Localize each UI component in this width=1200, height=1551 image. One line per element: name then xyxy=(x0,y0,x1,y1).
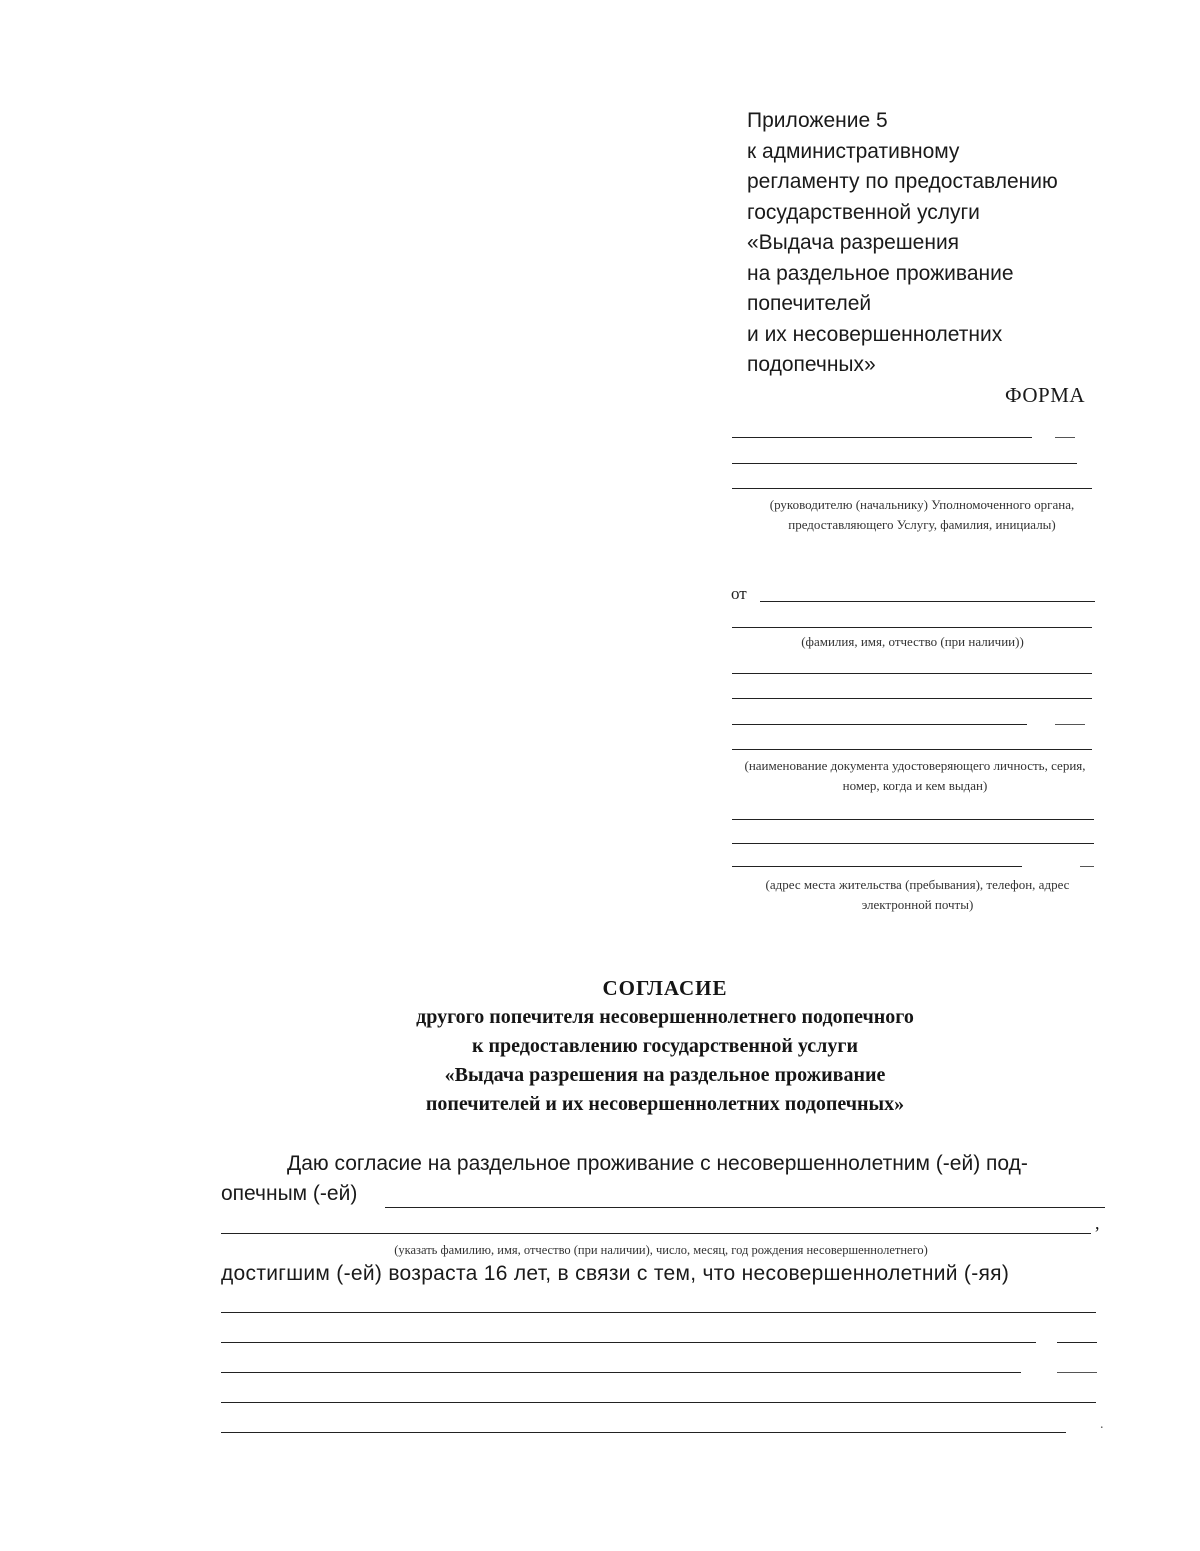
appendix-line: попечителей xyxy=(747,292,872,315)
appendix-line: регламенту по предоставлению xyxy=(747,170,1058,193)
comma-mark: , xyxy=(1095,1213,1100,1233)
addressee-blank-line[interactable] xyxy=(732,463,1077,464)
appendix-line: Приложение 5 xyxy=(747,109,888,132)
title-line: к предоставлению государственной услуги xyxy=(471,1035,859,1057)
reason-blank-line[interactable] xyxy=(221,1372,1021,1373)
name-caption: (фамилия, имя, отчество (при наличии)) xyxy=(801,634,1024,649)
scan-speck: . xyxy=(1100,1417,1104,1432)
address-blank-line[interactable] xyxy=(732,843,1094,844)
addressee-blank-line[interactable] xyxy=(732,488,1092,489)
addressee-blank-line[interactable] xyxy=(1055,437,1075,438)
document-caption: (наименование документа удостоверяющего личность, серия, номер, когда и кем выдан) xyxy=(744,758,1086,793)
reason-blank-line[interactable] xyxy=(1057,1372,1097,1373)
reason-blank-line[interactable] xyxy=(1057,1342,1097,1343)
document-title xyxy=(250,974,1080,1119)
address-caption: (адрес места жительства (пребывания), телефон, адрес электронной почты) xyxy=(765,877,1070,912)
reason-blank-line[interactable] xyxy=(221,1402,1096,1403)
form-label: ФОРМА xyxy=(1005,383,1086,407)
ward-name-line[interactable] xyxy=(221,1233,1091,1234)
document-blank-line[interactable] xyxy=(732,724,1027,725)
title-line: «Выдача разрешения на раздельное проживание xyxy=(444,1064,886,1086)
document-blank-line[interactable] xyxy=(732,673,1092,674)
document-blank-line[interactable] xyxy=(732,749,1092,750)
title-main: СОГЛАСИЕ xyxy=(602,976,728,1000)
age-text-line: достигшим (-ей) возраста 16 лет, в связи с тем, что несовершеннолетний (-яя) xyxy=(221,1262,1010,1285)
appendix-line: и их несовершеннолетних xyxy=(747,322,1003,346)
title-line: попечителей и их несовершеннолетних подопечных» xyxy=(425,1093,905,1115)
from-name-line[interactable] xyxy=(760,601,1095,602)
address-blank-line[interactable] xyxy=(1080,866,1094,867)
reason-blank-line[interactable] xyxy=(221,1342,1036,1343)
appendix-line: на раздельное проживание xyxy=(747,261,1014,285)
addressee-caption: (руководителю (начальнику) Уполномоченного органа, предоставляющего Услугу, фамилия, инициалы) xyxy=(769,497,1075,532)
from-name-line[interactable] xyxy=(732,627,1092,628)
document-blank-line[interactable] xyxy=(1055,724,1085,725)
consent-text-line: опечным (-ей) xyxy=(221,1182,358,1205)
ward-name-line[interactable] xyxy=(385,1207,1105,1208)
addressee-blank-line[interactable] xyxy=(732,437,1032,438)
consent-text-line: Даю согласие на раздельное проживание с несовершеннолетним (-ей) под- xyxy=(287,1152,1028,1175)
appendix-header xyxy=(747,106,1127,381)
title-line: другого попечителя несовершеннолетнего подопечного xyxy=(416,1006,914,1028)
ward-caption: (указать фамилию, имя, отчество (при наличии), число, месяц, год рождения несовершеннолетнего) xyxy=(394,1243,928,1257)
document-blank-line[interactable] xyxy=(732,698,1092,699)
address-blank-line[interactable] xyxy=(732,819,1094,820)
appendix-line: подопечных» xyxy=(747,353,876,376)
appendix-line: к административному xyxy=(747,139,960,163)
reason-blank-line[interactable] xyxy=(221,1312,1096,1313)
from-label: от xyxy=(731,584,747,603)
reason-blank-line[interactable] xyxy=(221,1432,1066,1433)
appendix-line: государственной услуги xyxy=(747,200,980,224)
address-blank-line[interactable] xyxy=(732,866,1022,867)
appendix-line: «Выдача разрешения xyxy=(747,231,960,254)
